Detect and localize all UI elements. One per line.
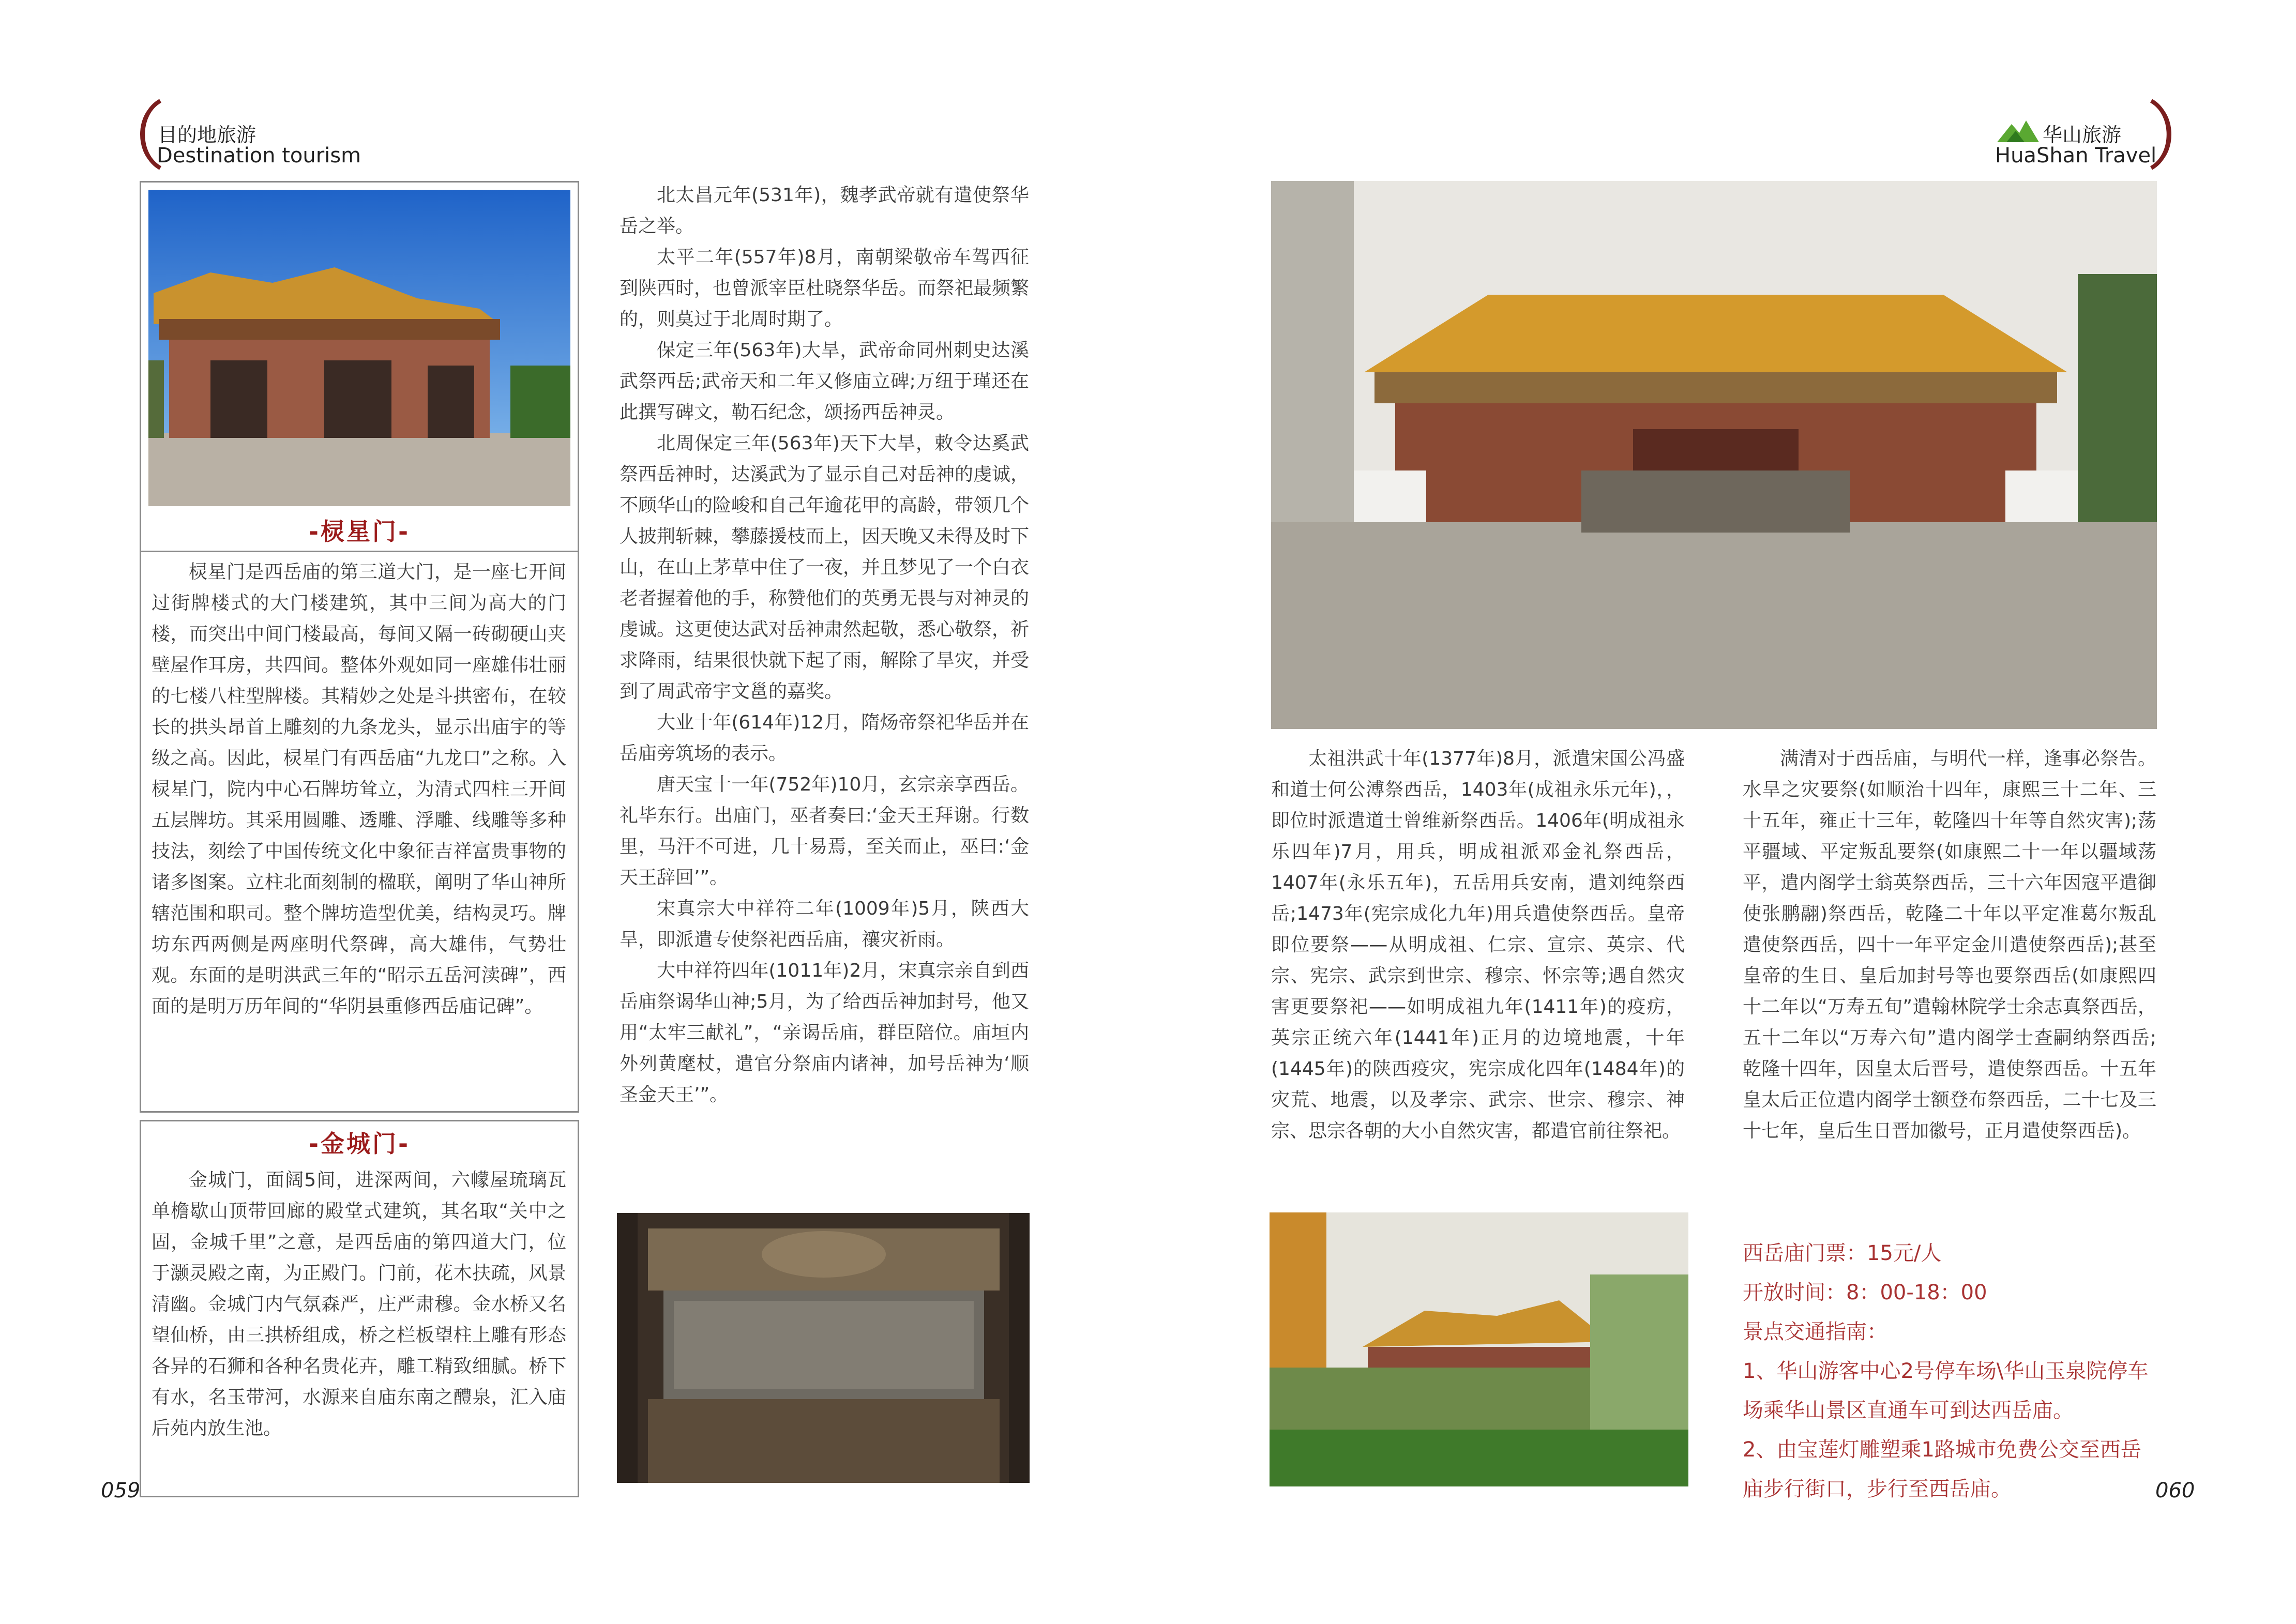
left-header-subtitle: Destination tourism bbox=[157, 144, 361, 168]
main-hall-photo bbox=[1271, 181, 2157, 729]
jinchengmen-paragraph: 金城门，面阔5间，进深两间，六幪屋琉璃瓦单檐歇山顶带回廊的殿堂式建筑，其名取“关中之固，金城千里”之意，是西岳庙的第四道大门，位于灏灵殿之南，为正殿门。门前，花木扶疏，风景清幽。金城门内气氛森严，庄严肃穆。金水桥又名望仙桥，由三拱桥组成，桥之栏板望柱上雕有形态各异的石狮和各种名贵花卉，雕工精致细腻。桥下有水，名玉带河，水源来自庙东南之醴泉，汇入庙后苑内放生池。 bbox=[152, 1170, 566, 1439]
qing-column bbox=[1743, 743, 2156, 1147]
stele-photo-image bbox=[617, 1213, 1030, 1483]
transport-title: 景点交通指南： bbox=[1743, 1320, 1887, 1344]
lingxingmen-photo bbox=[148, 190, 570, 506]
right-header-logo bbox=[1996, 116, 2040, 145]
jinchengmen-title: -金城门- bbox=[308, 1130, 411, 1158]
lingxingmen-title: -棂星门- bbox=[308, 518, 411, 545]
jinchengmen-box bbox=[140, 1120, 579, 1497]
stele-photo bbox=[617, 1213, 1030, 1483]
mountain-logo-icon bbox=[1996, 116, 2040, 145]
page-number-left: 059 bbox=[101, 1479, 141, 1502]
opening-hours: 开放时间：8：00-18：00 bbox=[1743, 1281, 1987, 1304]
history-paragraph-7: 宋真宗大中祥符二年(1009年)5月，陕西大旱，即派遣专使祭祀西岳庙，禳灾祈雨。 bbox=[620, 898, 1029, 950]
history-column bbox=[620, 180, 1029, 1111]
history-paragraph-1: 北太昌元年(531年)，魏孝武帝就有遣使祭华岳之举。 bbox=[620, 185, 1029, 237]
page-number-right: 060 bbox=[2155, 1479, 2195, 1502]
history-paragraph-6: 唐天宝十一年(752年)10月，玄宗亲享西岳。礼毕东行。出庙门，巫者奏曰:‘金天王拜谢。行数里，马汗不可进，几十易焉，至关而止，巫曰:‘金天王辞回’”。 bbox=[620, 774, 1029, 888]
jinchengmen-text bbox=[152, 1165, 566, 1444]
ming-paragraph: 太祖洪武十年(1377年)8月，派遣宋国公冯盛和道士何公溥祭西岳，1403年(成祖永乐元年)，，即位时派遣道士曾维新祭西岳。1406年(明成祖永乐四年)7月，用兵，明成祖派邓金礼祭西岳，1407年(永乐五年)，五岳用兵安南，遣刘纯祭西岳;1473年(宪宗成化九年)用兵遣使祭西岳。皇帝即位要祭——从明成祖、仁宗、宣宗、英宗、代宗、宪宗、武宗到世宗、穆宗、怀宗等;遇自然灾害更要祭祀——如明成祖九年(1411年)的疫疠，英宗正统六年(1441年)正月的边境地震，十年(1445年)的陕西疫灾，宪宗成化四年(1484年)的灾荒、地震，以及孝宗、武宗、世宗、穆宗、神宗、思宗各朝的大小自然灾害，都遣官前往祭祀。 bbox=[1271, 748, 1685, 1142]
header-ornament-right bbox=[2146, 98, 2182, 171]
history-paragraph-5: 大业十年(614年)12月，隋炀帝祭祀华岳并在岳庙旁筑场的表示。 bbox=[620, 712, 1029, 764]
right-header-subtitle: HuaShan Travel bbox=[1995, 144, 2157, 168]
lingxingmen-box bbox=[140, 181, 579, 1113]
lingxingmen-paragraph: 棂星门是西岳庙的第三道大门，是一座七开间过街牌楼式的大门楼建筑，其中三间为高大的门楼，而突出中间门楼最高，每间又隔一砖砌硬山夹壁屋作耳房，共四间。整体外观如同一座雄伟壮丽的七楼八柱型牌楼。其精妙之处是斗拱密布，在较长的拱头昂首上雕刻的九条龙头，显示出庙宇的等级之高。因此，棂星门有西岳庙“九龙口”之称。入棂星门，院内中心石牌坊耸立，为清式四柱三开间五层牌坊。其采用圆雕、透雕、浮雕、线雕等多种技法，刻绘了中国传统文化中象征吉祥富贵事物的诸多图案。立柱北面刻制的楹联，阐明了华山神所辖范围和职司。整个牌坊造型优美，结构灵巧。牌坊东西两侧是两座明代祭碑，高大雄伟，气势壮观。东面的是明洪武三年的“昭示五岳河渎碑”，西面的是明万历年间的“华阴县重修西岳庙记碑”。 bbox=[152, 561, 566, 1017]
main-hall-photo-image bbox=[1271, 181, 2157, 729]
history-paragraph-2: 太平二年(557年)8月，南朝梁敬帝车驾西征到陕西时，也曾派宰臣杜晓祭华岳。而祭祀最频繁的，则莫过于北周时期了。 bbox=[620, 247, 1030, 330]
right-header-title: 华山旅游 bbox=[2043, 124, 2122, 146]
courtyard-photo-image bbox=[1270, 1212, 1688, 1486]
left-header-title: 目的地旅游 bbox=[158, 124, 256, 146]
lingxingmen-divider bbox=[141, 551, 578, 552]
transport-route-1: 1、华山游客中心2号停车场\华山玉泉院停车场乘华山景区直通车可到达西岳庙。 bbox=[1743, 1359, 2149, 1422]
history-paragraph-4: 北周保定三年(563年)天下大旱，敕令达奚武祭西岳神时，达溪武为了显示自己对岳神的虔诚，不顾华山的险峻和自己年逾花甲的高龄，带领几个人披荆斩棘，攀藤援枝而上，因天晚又未得及时下山，在山上茅草中住了一夜，并且梦见了一个白衣老者握着他的手，称赞他们的英勇无畏与对神灵的虔诚。这更使达武对岳神肃然起敬，悉心敬祭，祈求降雨，结果很快就下起了雨，解除了旱灾，并受到了周武帝宇文邕的嘉奖。 bbox=[620, 433, 1030, 702]
visitor-info bbox=[1743, 1234, 2156, 1509]
qing-paragraph: 满清对于西岳庙，与明代一样，逢事必祭告。水旱之灾要祭(如顺治十四年，康熙三十二年、三十五年，雍正十三年，乾隆四十年等自然灾害);荡平疆域、平定叛乱要祭(如康熙二十一年以疆域荡平，遣内阁学士翁英祭西岳，三十六年因寇平遣御使张鹏翮)祭西岳，乾隆二十年以平定准葛尔叛乱遣使祭西岳，四十一年平定金川遣使祭西岳);甚至皇帝的生日、皇后加封号等也要祭西岳(如康熙四十二年以“万寿五旬”遣翰林院学士余志真祭西岳，五十二年以“万寿六旬”遣内阁学士查嗣纳祭西岳;乾隆十四年，因皇太后晋号，遣使祭西岳。十五年皇太后正位遣内阁学士额登布祭西岳，二十七及三十七年，皇后生日晋加徽号，正月遣使祭西岳)。 bbox=[1743, 748, 2156, 1142]
lingxingmen-text bbox=[152, 557, 566, 1022]
ming-column bbox=[1271, 743, 1685, 1147]
courtyard-photo bbox=[1270, 1212, 1688, 1486]
transport-route-2: 2、由宝莲灯雕塑乘1路城市免费公交至西岳庙步行街口，步行至西岳庙。 bbox=[1743, 1438, 2141, 1501]
ticket-price: 西岳庙门票：15元/人 bbox=[1743, 1241, 1942, 1265]
history-paragraph-8: 大中祥符四年(1011年)2月，宋真宗亲自到西岳庙祭谒华山神;5月，为了给西岳神加封号，他又用“太牢三献礼”，“亲谒岳庙，群臣陪位。庙垣内外列黄麾杖，遣官分祭庙内诸神，加号岳神为‘顺圣金天王’”。 bbox=[620, 960, 1029, 1105]
history-paragraph-3: 保定三年(563年)大旱，武帝命同州刺史达溪武祭西岳;武帝天和二年又修庙立碑;万纽于瑾还在此撰写碑文，勒石纪念，颂扬西岳神灵。 bbox=[620, 340, 1029, 423]
lingxingmen-photo-image bbox=[148, 190, 570, 506]
